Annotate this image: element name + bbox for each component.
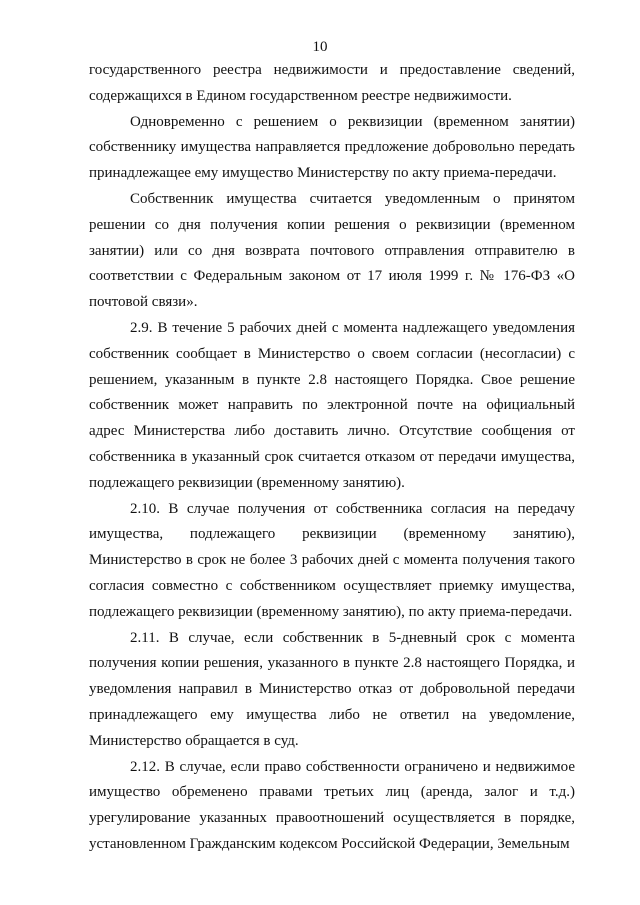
paragraph-2-12: 2.12. В случае, если право собственности ограничено и недвижимое имущество обременено правами третьих лиц (аренда, залог и т.д.) урегулирование указанных правоотношений осуществляется в порядке, установленном Гражданским кодексом Российской Федерации, Земельным [89, 758, 575, 852]
paragraph-continuation: государственного реестра недвижимости и предоставление сведений, содержащихся в Едином государственном реестре недвижимости. [89, 62, 575, 104]
paragraph-owner-notified: Собственник имущества считается уведомленным о принятом решении со дня получения копии решения о реквизиции (временном занятии) или со дня возврата почтового отправления отправителю в соответствии с Федеральным законом от 17 июля 1999 г. № 176-ФЗ «О почтовой связи». [89, 190, 575, 311]
paragraph-2-10: 2.10. В случае получения от собственника согласия на передачу имущества, подлежащего реквизиции (временному занятию), Министерство в срок не более 3 рабочих дней с момента получения такого согласия совместно с собственником осуществляет приемку имущества, подлежащего реквизиции (временному занятию), по акту приема-передачи. [89, 500, 575, 620]
paragraph-2-9: 2.9. В течение 5 рабочих дней с момента надлежащего уведомления собственник сообщает в Министерство о своем согласии (несогласии) с решением, указанным в пункте 2.8 настоящего Порядка. Свое решение собственник может направить по электронной почте на официальный адрес Министерства либо доставить лично. Отсутствие сообщения от собственника в указанный срок считается отказом от передачи имущества, подлежащего реквизиции (временному занятию). [89, 319, 575, 491]
paragraph-offer-transfer: Одновременно с решением о реквизиции (временном занятии) собственнику имущества направляется предложение добровольно передать принадлежащее ему имущество Министерству по акту приема-передачи. [89, 113, 575, 182]
document-body [89, 58, 575, 858]
page-number: 10 [312, 39, 328, 55]
paragraph-2-11: 2.11. В случае, если собственник в 5-дневный срок с момента получения копии решения, указанного в пункте 2.8 настоящего Порядка, и уведомления направил в Министерство отказ от добровольной передачи принадлежащего ему имущества либо не ответил на уведомление, Министерство обращается в суд. [89, 629, 575, 749]
